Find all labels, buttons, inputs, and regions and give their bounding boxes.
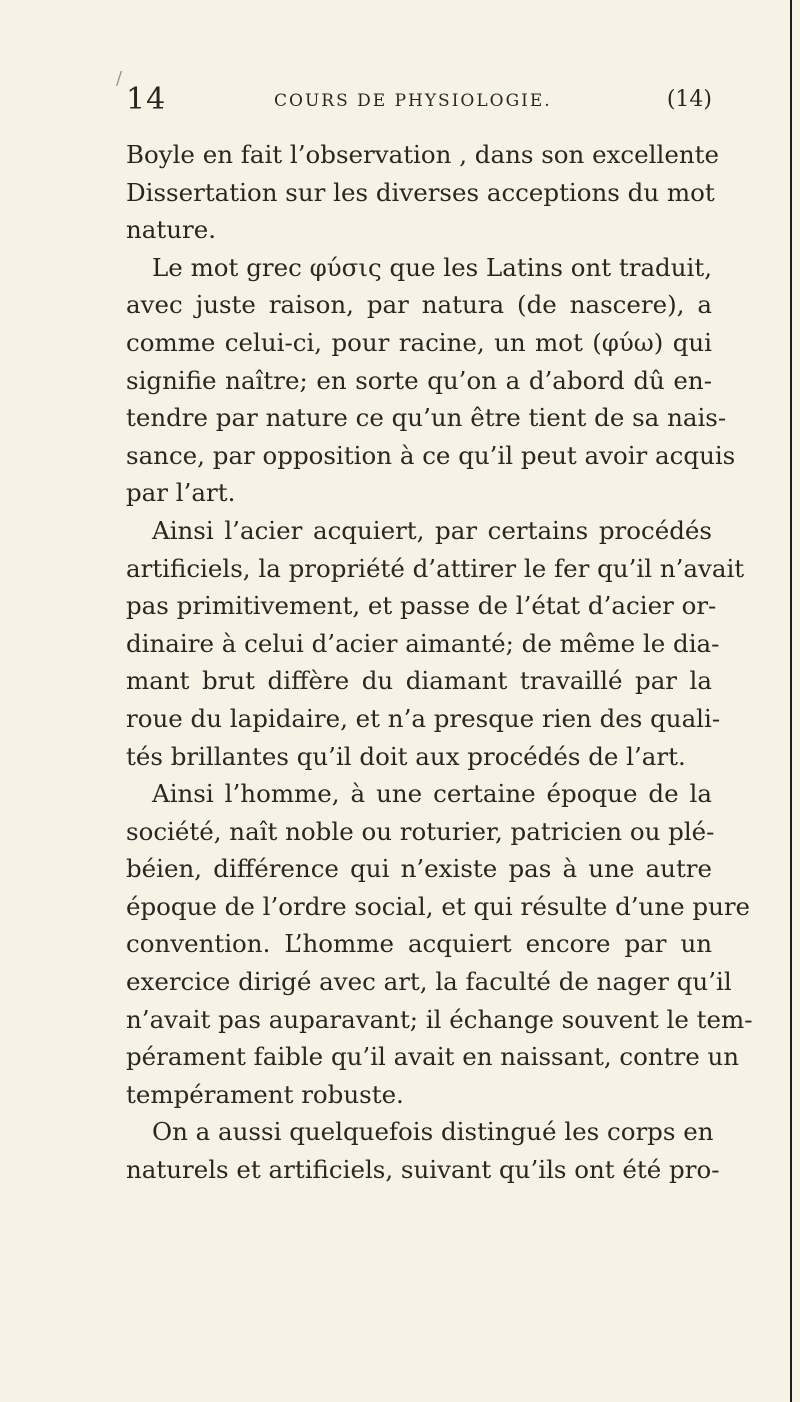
text-line: Boyle en fait l’observation , dans son excellente bbox=[126, 140, 719, 169]
text-line: Le mot grec φύσις que les Latins ont traduit, bbox=[152, 252, 712, 282]
text-line: artificiels, la propriété d’attirer le fer qu’il n’avait bbox=[126, 553, 745, 583]
text-line: tendre par nature ce qu’un être tient de sa nais- bbox=[126, 403, 727, 433]
text-line: Dissertation sur les diverses acceptions du mot bbox=[126, 177, 715, 207]
running-title: COURS DE PHYSIOLOGIE. bbox=[274, 91, 552, 111]
text-line: société, naît noble ou roturier, patricien ou plé- bbox=[126, 816, 715, 846]
text-line: Ainsi l’homme, à une certaine époque de la bbox=[152, 779, 712, 809]
text-line: mant brut diffère du diamant travaillé par la bbox=[126, 666, 712, 696]
text-line: pérament faible qu’il avait en naissant, contre un bbox=[126, 1042, 740, 1072]
text-line: par l’art. bbox=[126, 478, 236, 508]
text-line: comme celui-ci, pour racine, un mot (φύω) qui bbox=[126, 327, 712, 357]
text-line: n’avait pas auparavant; il échange souvent le tem- bbox=[126, 1004, 753, 1034]
text-line: sance, par opposition à ce qu’il peut avoir acquis bbox=[126, 440, 736, 470]
text-line: béien, différence qui n’existe pas à une autre bbox=[126, 854, 712, 884]
text-line: convention. L’homme acquiert encore par un bbox=[126, 929, 712, 959]
text-line: pas primitivement, et passe de l’état d’acier or- bbox=[126, 591, 717, 621]
text-line: tés brillantes qu’il doit aux procédés de l’art. bbox=[126, 741, 686, 771]
section-marker: (14) bbox=[666, 87, 712, 112]
text-line: avec juste raison, par natura (de nascere), a bbox=[126, 290, 712, 320]
text-line: époque de l’ordre social, et qui résulte d’une pure bbox=[126, 891, 751, 921]
text-line: signifie naître; en sorte qu’on a d’abord dû en- bbox=[126, 365, 712, 395]
text-line: exercice dirigé avec art, la faculté de nager qu’il bbox=[126, 967, 732, 997]
stray-mark: / bbox=[116, 68, 123, 89]
text-line: dinaire à celui d’acier aimanté; de même le dia- bbox=[126, 628, 720, 658]
text-line: tempérament robuste. bbox=[126, 1079, 404, 1109]
body-text bbox=[126, 136, 753, 1189]
text-line: roue du lapidaire, et n’a presque rien des quali- bbox=[126, 703, 721, 733]
page-number: 14 bbox=[126, 82, 167, 117]
text-line: Ainsi l’acier acquiert, par certains procédés bbox=[152, 515, 712, 545]
text-line: nature. bbox=[126, 215, 217, 245]
text-line: On a aussi quelquefois distingué les corps en bbox=[152, 1117, 714, 1147]
text-line: naturels et artificiels, suivant qu’ils ont été pro- bbox=[126, 1155, 720, 1185]
page-edge-line bbox=[790, 0, 792, 1402]
page-header bbox=[126, 82, 712, 126]
